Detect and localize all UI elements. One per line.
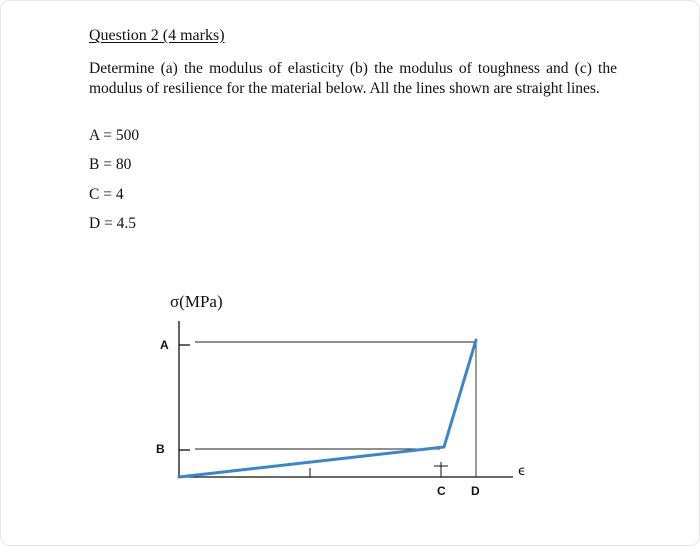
question-title: Question 2 (4 marks) [89, 27, 225, 44]
stress-strain-curve [179, 340, 476, 477]
strain-axis-title: ϵ [518, 464, 526, 479]
stress-axis-title: σ(MPa) [170, 292, 223, 311]
given-value-d: D = 4.5 [89, 215, 137, 232]
given-value-a: A = 500 [89, 127, 140, 144]
label-c: C [437, 484, 446, 498]
given-value-c: C = 4 [89, 186, 124, 203]
question-text: Determine (a) the modulus of elasticity (b) the modulus of toughness and (c) the modulus of resilience for the material below. All the lines shown are straight lines. [89, 60, 617, 97]
label-d: D [471, 484, 480, 498]
label-b: B [156, 442, 165, 456]
label-a: A [160, 338, 169, 352]
given-value-b: B = 80 [89, 156, 132, 173]
